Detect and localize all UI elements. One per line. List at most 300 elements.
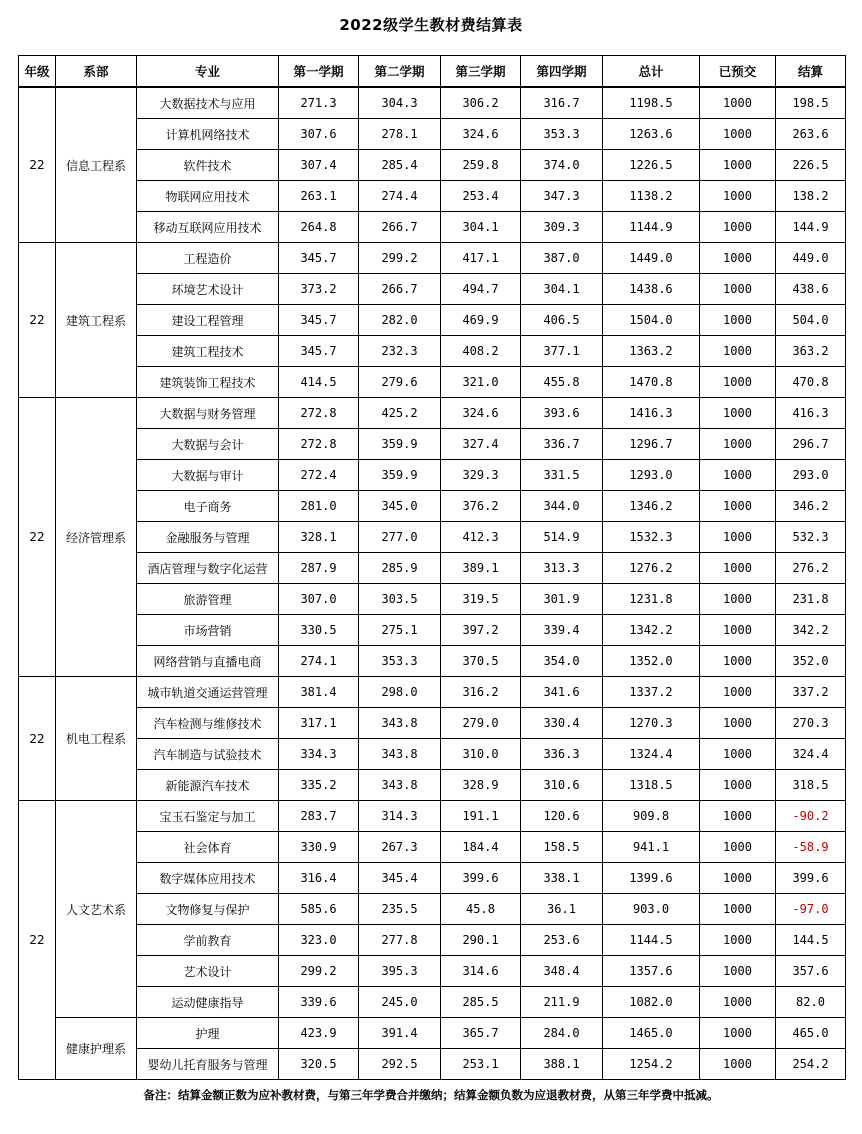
- term2-cell: 314.3: [359, 801, 441, 832]
- major-cell: 汽车检测与维修技术: [137, 708, 279, 739]
- term4-cell: 348.4: [521, 956, 603, 987]
- term1-cell: 264.8: [279, 212, 359, 243]
- footnote: 备注：结算金额正数为应补教材费，与第三年学费合并缴纳；结算金额负数为应退教材费，从第三年学费中抵减。: [143, 1088, 719, 1102]
- major-cell: 建设工程管理: [137, 305, 279, 336]
- department-cell: 信息工程系: [56, 87, 137, 243]
- term2-cell: 343.8: [359, 739, 441, 770]
- prepaid-cell: 1000: [700, 615, 776, 646]
- term1-cell: 271.3: [279, 87, 359, 119]
- term1-cell: 345.7: [279, 243, 359, 274]
- total-cell: 1532.3: [603, 522, 700, 553]
- settlement-cell: 144.9: [776, 212, 846, 243]
- term2-cell: 285.9: [359, 553, 441, 584]
- major-cell: 移动互联网应用技术: [137, 212, 279, 243]
- grade-cell: 22: [19, 87, 56, 243]
- prepaid-cell: 1000: [700, 863, 776, 894]
- term2-cell: 274.4: [359, 181, 441, 212]
- major-cell: 汽车制造与试验技术: [137, 739, 279, 770]
- term1-cell: 287.9: [279, 553, 359, 584]
- prepaid-cell: 1000: [700, 646, 776, 677]
- prepaid-cell: 1000: [700, 739, 776, 770]
- table-row: [19, 119, 846, 150]
- settlement-cell: 270.3: [776, 708, 846, 739]
- header-row: [19, 56, 846, 88]
- term2-cell: 235.5: [359, 894, 441, 925]
- prepaid-cell: 1000: [700, 336, 776, 367]
- prepaid-cell: 1000: [700, 770, 776, 801]
- term3-cell: 253.4: [441, 181, 521, 212]
- term1-cell: 317.1: [279, 708, 359, 739]
- term2-cell: 266.7: [359, 274, 441, 305]
- prepaid-cell: 1000: [700, 987, 776, 1018]
- prepaid-cell: 1000: [700, 87, 776, 119]
- settlement-cell: 504.0: [776, 305, 846, 336]
- department-cell: 建筑工程系: [56, 243, 137, 398]
- department-cell: 人文艺术系: [56, 801, 137, 1018]
- term4-cell: 309.3: [521, 212, 603, 243]
- term3-cell: 408.2: [441, 336, 521, 367]
- term2-cell: 292.5: [359, 1049, 441, 1080]
- total-cell: 1504.0: [603, 305, 700, 336]
- term4-cell: 310.6: [521, 770, 603, 801]
- prepaid-cell: 1000: [700, 243, 776, 274]
- total-cell: 1296.7: [603, 429, 700, 460]
- table-row: [19, 925, 846, 956]
- table-row: [19, 987, 846, 1018]
- term1-cell: 316.4: [279, 863, 359, 894]
- term3-cell: 397.2: [441, 615, 521, 646]
- grade-cell: 22: [19, 243, 56, 398]
- table-row: [19, 367, 846, 398]
- term3-cell: 184.4: [441, 832, 521, 863]
- major-cell: 旅游管理: [137, 584, 279, 615]
- major-cell: 金融服务与管理: [137, 522, 279, 553]
- prepaid-cell: 1000: [700, 274, 776, 305]
- term3-cell: 389.1: [441, 553, 521, 584]
- term1-cell: 281.0: [279, 491, 359, 522]
- term1-cell: 272.8: [279, 429, 359, 460]
- settlement-cell: 324.4: [776, 739, 846, 770]
- term3-cell: 376.2: [441, 491, 521, 522]
- term2-cell: 353.3: [359, 646, 441, 677]
- prepaid-cell: 1000: [700, 801, 776, 832]
- major-cell: 大数据与会计: [137, 429, 279, 460]
- term4-cell: 330.4: [521, 708, 603, 739]
- table-row: [19, 739, 846, 770]
- settlement-cell: 449.0: [776, 243, 846, 274]
- term4-cell: 377.1: [521, 336, 603, 367]
- total-cell: 1263.6: [603, 119, 700, 150]
- table-row: [19, 274, 846, 305]
- prepaid-cell: 1000: [700, 584, 776, 615]
- term1-cell: 323.0: [279, 925, 359, 956]
- table-row: [19, 429, 846, 460]
- term4-cell: 339.4: [521, 615, 603, 646]
- major-cell: 婴幼儿托育服务与管理: [137, 1049, 279, 1080]
- header-prepaid: 已预交: [700, 56, 776, 88]
- term3-cell: 324.6: [441, 398, 521, 429]
- total-cell: 1346.2: [603, 491, 700, 522]
- settlement-cell: 138.2: [776, 181, 846, 212]
- term3-cell: 417.1: [441, 243, 521, 274]
- term1-cell: 414.5: [279, 367, 359, 398]
- total-cell: 1226.5: [603, 150, 700, 181]
- department-cell: 健康护理系: [56, 1018, 137, 1080]
- table-row: [19, 894, 846, 925]
- major-cell: 计算机网络技术: [137, 119, 279, 150]
- header-dept: 系部: [56, 56, 137, 88]
- major-cell: 大数据技术与应用: [137, 87, 279, 119]
- total-cell: 941.1: [603, 832, 700, 863]
- term4-cell: 336.7: [521, 429, 603, 460]
- term1-cell: 335.2: [279, 770, 359, 801]
- total-cell: 1449.0: [603, 243, 700, 274]
- department-cell: 机电工程系: [56, 677, 137, 801]
- major-cell: 酒店管理与数字化运营: [137, 553, 279, 584]
- table-row: [19, 150, 846, 181]
- term1-cell: 263.1: [279, 181, 359, 212]
- term1-cell: 274.1: [279, 646, 359, 677]
- term2-cell: 391.4: [359, 1018, 441, 1049]
- prepaid-cell: 1000: [700, 367, 776, 398]
- term1-cell: 345.7: [279, 336, 359, 367]
- major-cell: 艺术设计: [137, 956, 279, 987]
- term3-cell: 191.1: [441, 801, 521, 832]
- settlement-cell: 198.5: [776, 87, 846, 119]
- major-cell: 市场营销: [137, 615, 279, 646]
- major-cell: 运动健康指导: [137, 987, 279, 1018]
- term4-cell: 158.5: [521, 832, 603, 863]
- total-cell: 1318.5: [603, 770, 700, 801]
- term4-cell: 388.1: [521, 1049, 603, 1080]
- term1-cell: 339.6: [279, 987, 359, 1018]
- term3-cell: 327.4: [441, 429, 521, 460]
- table-row: [19, 1049, 846, 1080]
- term4-cell: 120.6: [521, 801, 603, 832]
- settlement-cell: 226.5: [776, 150, 846, 181]
- term4-cell: 284.0: [521, 1018, 603, 1049]
- settlement-cell: -90.2: [776, 801, 846, 832]
- term4-cell: 36.1: [521, 894, 603, 925]
- term3-cell: 319.5: [441, 584, 521, 615]
- term1-cell: 330.5: [279, 615, 359, 646]
- settlement-cell: 399.6: [776, 863, 846, 894]
- total-cell: 1144.5: [603, 925, 700, 956]
- major-cell: 学前教育: [137, 925, 279, 956]
- term3-cell: 494.7: [441, 274, 521, 305]
- term4-cell: 304.1: [521, 274, 603, 305]
- fee-table: [18, 55, 846, 1080]
- settlement-cell: 470.8: [776, 367, 846, 398]
- term4-cell: 253.6: [521, 925, 603, 956]
- header-total: 总计: [603, 56, 700, 88]
- total-cell: 1470.8: [603, 367, 700, 398]
- major-cell: 环境艺术设计: [137, 274, 279, 305]
- table-row: [19, 863, 846, 894]
- table-row: [19, 336, 846, 367]
- term2-cell: 303.5: [359, 584, 441, 615]
- grade-cell: 22: [19, 677, 56, 801]
- term3-cell: 45.8: [441, 894, 521, 925]
- prepaid-cell: 1000: [700, 677, 776, 708]
- header-term2: 第二学期: [359, 56, 441, 88]
- term2-cell: 285.4: [359, 150, 441, 181]
- total-cell: 1352.0: [603, 646, 700, 677]
- major-cell: 网络营销与直播电商: [137, 646, 279, 677]
- term3-cell: 314.6: [441, 956, 521, 987]
- department-cell: 经济管理系: [56, 398, 137, 677]
- total-cell: 1198.5: [603, 87, 700, 119]
- major-cell: 工程造价: [137, 243, 279, 274]
- term1-cell: 585.6: [279, 894, 359, 925]
- major-cell: 软件技术: [137, 150, 279, 181]
- header-settlement: 结算: [776, 56, 846, 88]
- total-cell: 1357.6: [603, 956, 700, 987]
- term2-cell: 359.9: [359, 429, 441, 460]
- prepaid-cell: 1000: [700, 925, 776, 956]
- term3-cell: 290.1: [441, 925, 521, 956]
- total-cell: 903.0: [603, 894, 700, 925]
- settlement-cell: 296.7: [776, 429, 846, 460]
- total-cell: 1465.0: [603, 1018, 700, 1049]
- total-cell: 1082.0: [603, 987, 700, 1018]
- settlement-cell: 293.0: [776, 460, 846, 491]
- table-row: [19, 677, 846, 708]
- prepaid-cell: 1000: [700, 398, 776, 429]
- prepaid-cell: 1000: [700, 150, 776, 181]
- major-cell: 数字媒体应用技术: [137, 863, 279, 894]
- term3-cell: 304.1: [441, 212, 521, 243]
- term4-cell: 313.3: [521, 553, 603, 584]
- table-title: 2022级学生教材费结算表: [339, 16, 523, 34]
- total-cell: 1399.6: [603, 863, 700, 894]
- term2-cell: 345.0: [359, 491, 441, 522]
- term3-cell: 259.8: [441, 150, 521, 181]
- major-cell: 电子商务: [137, 491, 279, 522]
- table-row: [19, 956, 846, 987]
- term4-cell: 455.8: [521, 367, 603, 398]
- term4-cell: 354.0: [521, 646, 603, 677]
- total-cell: 1276.2: [603, 553, 700, 584]
- prepaid-cell: 1000: [700, 181, 776, 212]
- term4-cell: 338.1: [521, 863, 603, 894]
- total-cell: 1416.3: [603, 398, 700, 429]
- total-cell: 1270.3: [603, 708, 700, 739]
- table-row: [19, 305, 846, 336]
- term2-cell: 304.3: [359, 87, 441, 119]
- table-row: [19, 243, 846, 274]
- term4-cell: 331.5: [521, 460, 603, 491]
- term2-cell: 395.3: [359, 956, 441, 987]
- term1-cell: 320.5: [279, 1049, 359, 1080]
- prepaid-cell: 1000: [700, 894, 776, 925]
- term2-cell: 232.3: [359, 336, 441, 367]
- prepaid-cell: 1000: [700, 708, 776, 739]
- grade-cell: 22: [19, 801, 56, 1080]
- term3-cell: 324.6: [441, 119, 521, 150]
- table-row: [19, 832, 846, 863]
- table-row: [19, 460, 846, 491]
- term1-cell: 423.9: [279, 1018, 359, 1049]
- grade-cell: 22: [19, 398, 56, 677]
- term1-cell: 307.6: [279, 119, 359, 150]
- term1-cell: 283.7: [279, 801, 359, 832]
- term2-cell: 298.0: [359, 677, 441, 708]
- settlement-cell: 342.2: [776, 615, 846, 646]
- header-term4: 第四学期: [521, 56, 603, 88]
- term2-cell: 277.0: [359, 522, 441, 553]
- settlement-cell: 416.3: [776, 398, 846, 429]
- term1-cell: 328.1: [279, 522, 359, 553]
- table-row: [19, 398, 846, 429]
- major-cell: 大数据与审计: [137, 460, 279, 491]
- term1-cell: 307.4: [279, 150, 359, 181]
- term3-cell: 310.0: [441, 739, 521, 770]
- term1-cell: 334.3: [279, 739, 359, 770]
- term4-cell: 353.3: [521, 119, 603, 150]
- prepaid-cell: 1000: [700, 832, 776, 863]
- settlement-cell: 346.2: [776, 491, 846, 522]
- settlement-cell: 82.0: [776, 987, 846, 1018]
- term3-cell: 321.0: [441, 367, 521, 398]
- table-row: [19, 615, 846, 646]
- term4-cell: 393.6: [521, 398, 603, 429]
- settlement-cell: 337.2: [776, 677, 846, 708]
- term4-cell: 347.3: [521, 181, 603, 212]
- table-row: [19, 584, 846, 615]
- term2-cell: 267.3: [359, 832, 441, 863]
- total-cell: 1144.9: [603, 212, 700, 243]
- table-row: [19, 770, 846, 801]
- term4-cell: 301.9: [521, 584, 603, 615]
- prepaid-cell: 1000: [700, 956, 776, 987]
- fee-table-body: [19, 87, 846, 1080]
- total-cell: 1438.6: [603, 274, 700, 305]
- table-row: [19, 1018, 846, 1049]
- term1-cell: 272.4: [279, 460, 359, 491]
- term4-cell: 341.6: [521, 677, 603, 708]
- term3-cell: 306.2: [441, 87, 521, 119]
- header-term3: 第三学期: [441, 56, 521, 88]
- major-cell: 宝玉石鉴定与加工: [137, 801, 279, 832]
- term3-cell: 399.6: [441, 863, 521, 894]
- major-cell: 文物修复与保护: [137, 894, 279, 925]
- term4-cell: 316.7: [521, 87, 603, 119]
- major-cell: 新能源汽车技术: [137, 770, 279, 801]
- term4-cell: 336.3: [521, 739, 603, 770]
- settlement-cell: 352.0: [776, 646, 846, 677]
- term2-cell: 425.2: [359, 398, 441, 429]
- prepaid-cell: 1000: [700, 1049, 776, 1080]
- header-term1: 第一学期: [279, 56, 359, 88]
- table-row: [19, 181, 846, 212]
- term4-cell: 211.9: [521, 987, 603, 1018]
- term2-cell: 278.1: [359, 119, 441, 150]
- prepaid-cell: 1000: [700, 305, 776, 336]
- table-row: [19, 87, 846, 119]
- major-cell: 社会体育: [137, 832, 279, 863]
- term2-cell: 279.6: [359, 367, 441, 398]
- term2-cell: 359.9: [359, 460, 441, 491]
- table-row: [19, 522, 846, 553]
- header-major: 专业: [137, 56, 279, 88]
- total-cell: 1138.2: [603, 181, 700, 212]
- term1-cell: 373.2: [279, 274, 359, 305]
- settlement-cell: 532.3: [776, 522, 846, 553]
- total-cell: 1337.2: [603, 677, 700, 708]
- term3-cell: 253.1: [441, 1049, 521, 1080]
- term4-cell: 406.5: [521, 305, 603, 336]
- prepaid-cell: 1000: [700, 460, 776, 491]
- major-cell: 建筑工程技术: [137, 336, 279, 367]
- settlement-cell: 263.6: [776, 119, 846, 150]
- settlement-cell: 231.8: [776, 584, 846, 615]
- total-cell: 909.8: [603, 801, 700, 832]
- prepaid-cell: 1000: [700, 553, 776, 584]
- settlement-cell: 276.2: [776, 553, 846, 584]
- term1-cell: 381.4: [279, 677, 359, 708]
- settlement-cell: 363.2: [776, 336, 846, 367]
- settlement-cell: 144.5: [776, 925, 846, 956]
- prepaid-cell: 1000: [700, 212, 776, 243]
- prepaid-cell: 1000: [700, 491, 776, 522]
- settlement-cell: -97.0: [776, 894, 846, 925]
- term3-cell: 469.9: [441, 305, 521, 336]
- table-row: [19, 801, 846, 832]
- major-cell: 建筑装饰工程技术: [137, 367, 279, 398]
- total-cell: 1363.2: [603, 336, 700, 367]
- term2-cell: 275.1: [359, 615, 441, 646]
- settlement-cell: -58.9: [776, 832, 846, 863]
- settlement-cell: 254.2: [776, 1049, 846, 1080]
- term3-cell: 365.7: [441, 1018, 521, 1049]
- term3-cell: 328.9: [441, 770, 521, 801]
- table-row: [19, 491, 846, 522]
- term4-cell: 387.0: [521, 243, 603, 274]
- term2-cell: 345.4: [359, 863, 441, 894]
- settlement-cell: 438.6: [776, 274, 846, 305]
- term2-cell: 277.8: [359, 925, 441, 956]
- term2-cell: 266.7: [359, 212, 441, 243]
- major-cell: 物联网应用技术: [137, 181, 279, 212]
- settlement-cell: 318.5: [776, 770, 846, 801]
- term1-cell: 299.2: [279, 956, 359, 987]
- settlement-cell: 357.6: [776, 956, 846, 987]
- term2-cell: 299.2: [359, 243, 441, 274]
- settlement-cell: 465.0: [776, 1018, 846, 1049]
- term1-cell: 345.7: [279, 305, 359, 336]
- total-cell: 1293.0: [603, 460, 700, 491]
- total-cell: 1324.4: [603, 739, 700, 770]
- prepaid-cell: 1000: [700, 1018, 776, 1049]
- major-cell: 大数据与财务管理: [137, 398, 279, 429]
- major-cell: 护理: [137, 1018, 279, 1049]
- term3-cell: 285.5: [441, 987, 521, 1018]
- total-cell: 1231.8: [603, 584, 700, 615]
- prepaid-cell: 1000: [700, 119, 776, 150]
- prepaid-cell: 1000: [700, 429, 776, 460]
- term4-cell: 514.9: [521, 522, 603, 553]
- term4-cell: 374.0: [521, 150, 603, 181]
- term2-cell: 282.0: [359, 305, 441, 336]
- total-cell: 1254.2: [603, 1049, 700, 1080]
- table-row: [19, 212, 846, 243]
- term3-cell: 279.0: [441, 708, 521, 739]
- term2-cell: 343.8: [359, 708, 441, 739]
- term1-cell: 330.9: [279, 832, 359, 863]
- term1-cell: 272.8: [279, 398, 359, 429]
- term3-cell: 370.5: [441, 646, 521, 677]
